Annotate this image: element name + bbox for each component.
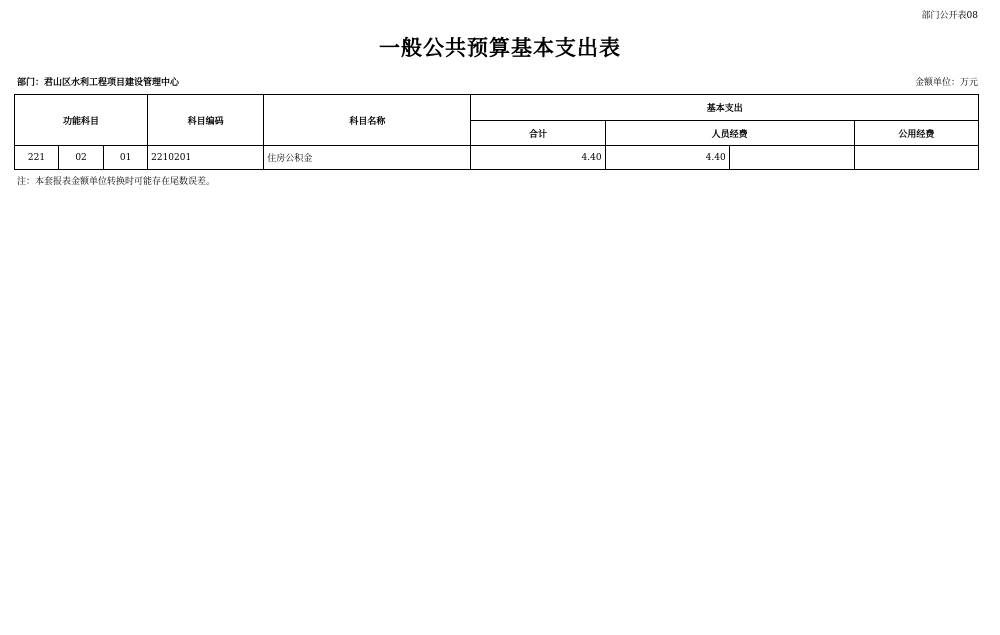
- cell-code: 2210201: [148, 146, 264, 170]
- footnote: 注：本套报表金额单位转换时可能存在尾数误差。: [17, 177, 216, 187]
- department-label: 部门：君山区水利工程项目建设管理中心: [17, 78, 180, 88]
- header-function-subject: 功能科目: [15, 95, 148, 146]
- header-personnel: 人员经费: [605, 121, 854, 146]
- cell-public: [854, 146, 978, 170]
- page-title: 一般公共预算基本支出表: [379, 35, 621, 60]
- header-public: 公用经费: [854, 121, 978, 146]
- cell-name: 住房公积金: [264, 146, 471, 170]
- cell-personnel: 4.40: [605, 146, 729, 170]
- cell-total: 4.40: [471, 146, 605, 170]
- table-row: [15, 146, 979, 170]
- amount-unit-label: 金额单位：万元: [914, 78, 978, 88]
- budget-table: [14, 94, 979, 170]
- cell-personnel-extra: [729, 146, 854, 170]
- cell-sub: 01: [104, 146, 148, 170]
- cell-class: 221: [15, 146, 59, 170]
- header-total: 合计: [471, 121, 605, 146]
- cell-item: 02: [59, 146, 104, 170]
- header-subject-code: 科目编码: [148, 95, 264, 146]
- form-code: 部门公开表08: [921, 11, 978, 21]
- header-subject-name: 科目名称: [264, 95, 471, 146]
- header-basic-expense: 基本支出: [471, 95, 979, 121]
